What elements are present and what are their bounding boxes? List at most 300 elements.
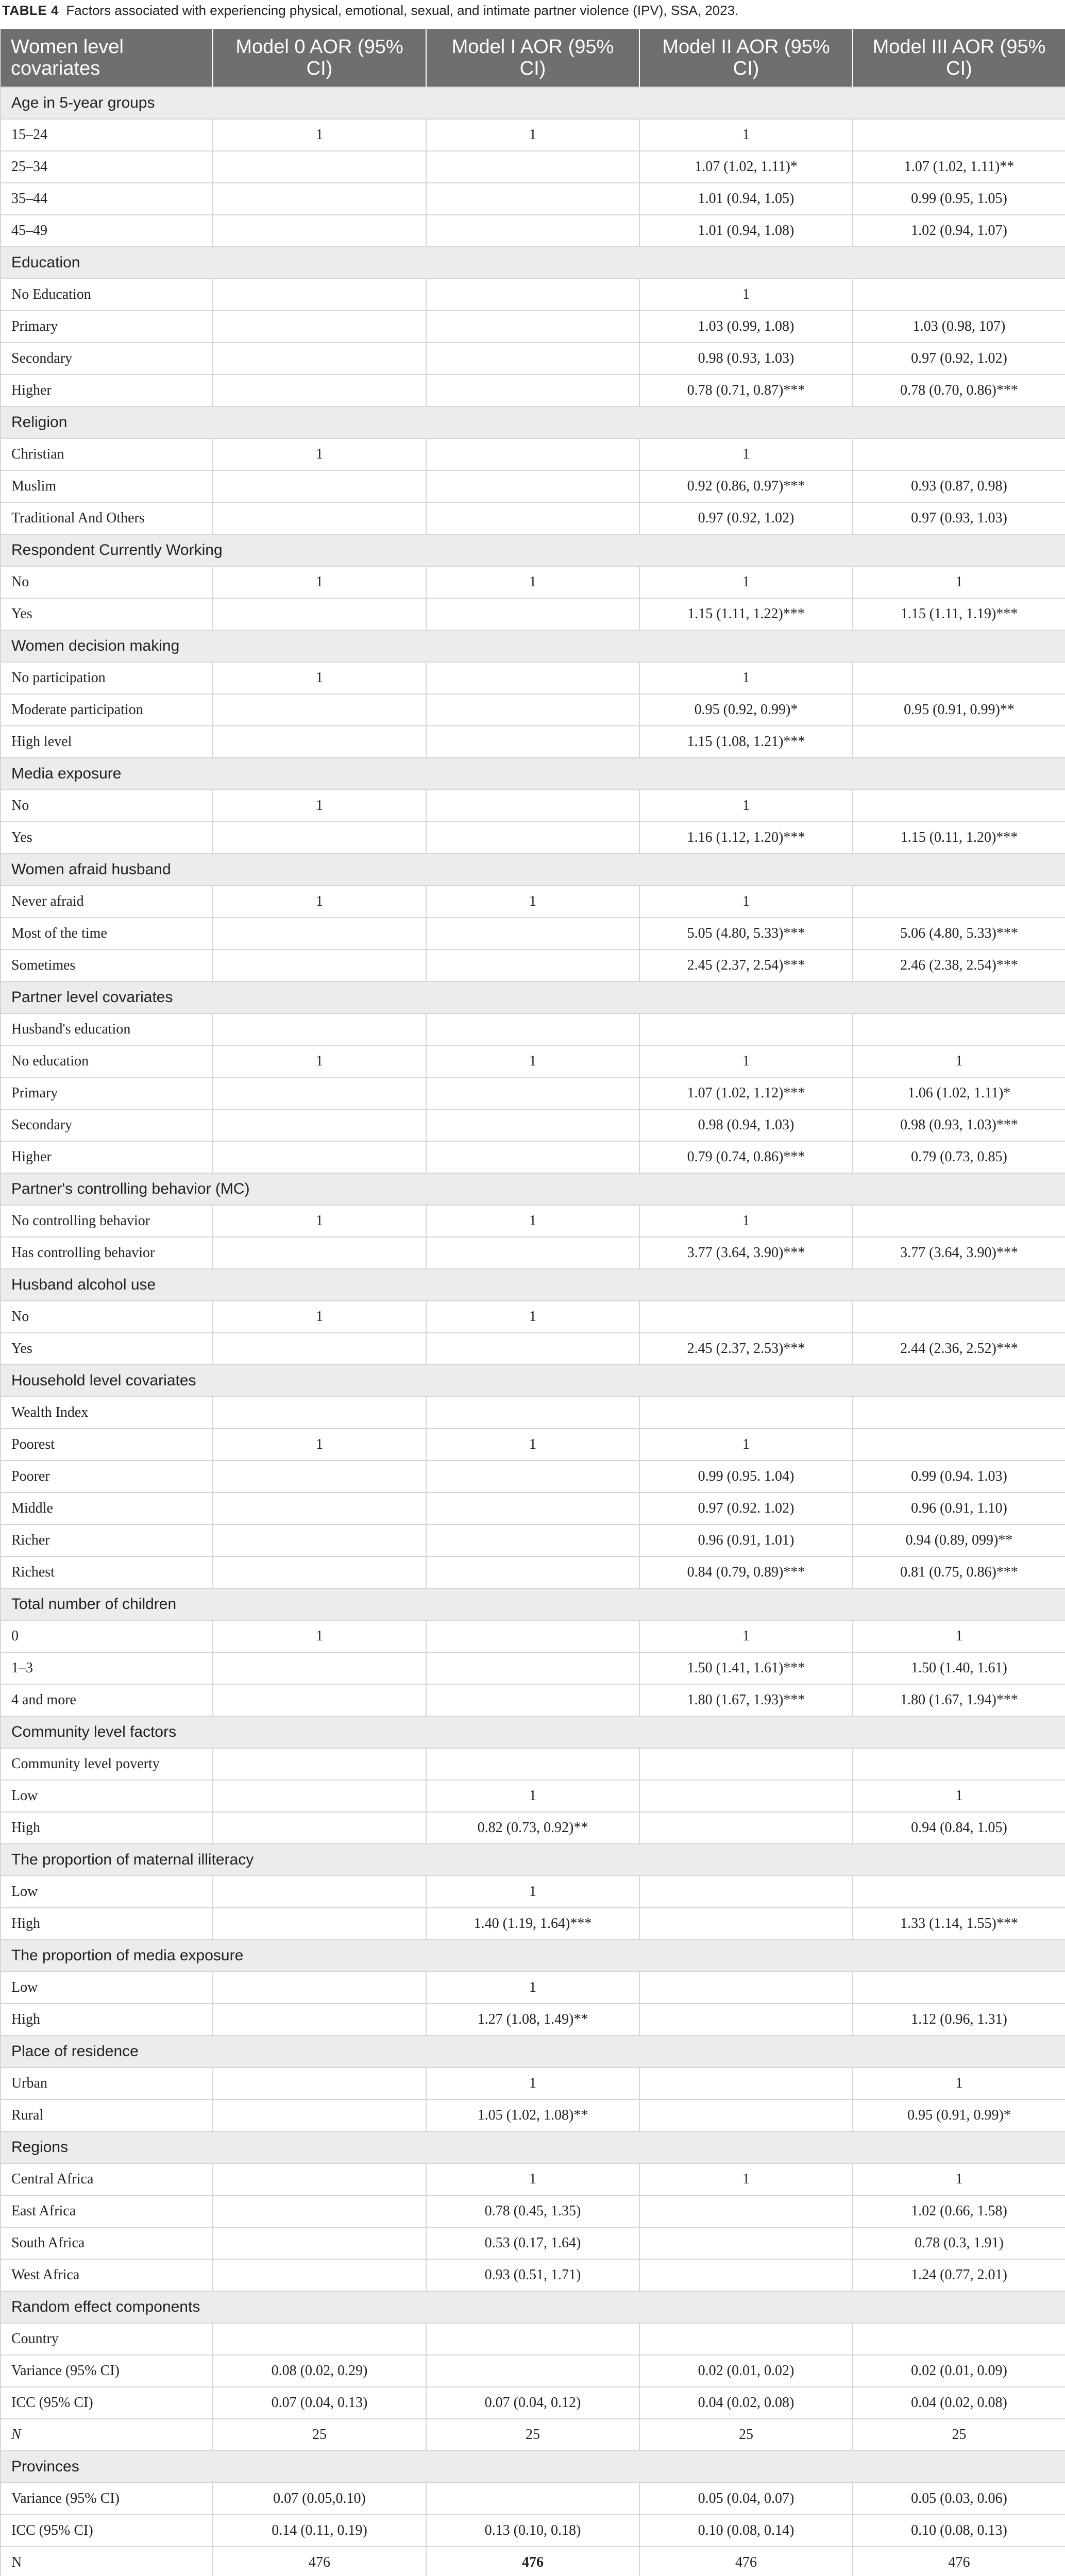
cell-model-3 (853, 662, 1065, 694)
table-row (1, 1972, 1065, 2004)
table-row (1, 1205, 1065, 1237)
row-label: Urban (1, 2067, 213, 2099)
cell-model-2: 1 (639, 886, 853, 918)
cell-model-1 (426, 2355, 639, 2387)
table-row (1, 183, 1065, 215)
cell-model-3 (853, 726, 1065, 758)
cell-model-1 (426, 918, 639, 950)
cell-model-3 (853, 1301, 1065, 1333)
cell-model-1 (426, 1333, 639, 1365)
row-label: Low (1, 1972, 213, 2004)
cell-model-2: 1 (639, 662, 853, 694)
table-row (1, 2515, 1065, 2547)
row-label: Central Africa (1, 2163, 213, 2195)
cell-model-1 (426, 726, 639, 758)
cell-model-2: 1.50 (1.41, 1.61)*** (639, 1652, 853, 1684)
cell-model-3 (853, 119, 1065, 151)
cell-model-2: 1 (639, 119, 853, 151)
cell-model-1 (426, 438, 639, 470)
cell-model-1: 476 (426, 2547, 639, 2576)
cell-model-2 (639, 1013, 853, 1045)
cell-model-0: 0.07 (0.04, 0.13) (213, 2387, 426, 2419)
table-row (1, 1429, 1065, 1461)
cell-model-1 (426, 950, 639, 981)
cell-model-2 (639, 2259, 853, 2291)
table-row (1, 950, 1065, 981)
section-header-row (1, 2036, 1065, 2067)
cell-model-3 (853, 1429, 1065, 1461)
cell-model-1: 0.78 (0.45, 1.35) (426, 2195, 639, 2227)
table-row (1, 438, 1065, 470)
cell-model-3: 0.99 (0.94. 1.03) (853, 1461, 1065, 1493)
cell-model-0 (213, 343, 426, 375)
table-row (1, 2163, 1065, 2195)
table-row (1, 1652, 1065, 1684)
cell-model-1 (426, 662, 639, 694)
cell-model-3 (853, 1876, 1065, 1908)
cell-model-2: 0.97 (0.92, 1.02) (639, 502, 853, 534)
table-row (1, 1109, 1065, 1141)
cell-model-3: 2.46 (2.38, 2.54)*** (853, 950, 1065, 981)
cell-model-1: 1 (426, 2163, 639, 2195)
cell-model-3: 3.77 (3.64, 3.90)*** (853, 1237, 1065, 1269)
cell-model-2: 0.97 (0.92. 1.02) (639, 1493, 853, 1524)
row-label: No (1, 566, 213, 598)
section-header-row (1, 1844, 1065, 1876)
cell-model-3: 1.03 (0.98, 107) (853, 311, 1065, 343)
cell-model-1 (426, 311, 639, 343)
cell-model-0 (213, 822, 426, 854)
cell-model-1: 1 (426, 1876, 639, 1908)
section-header-row (1, 1269, 1065, 1301)
cell-model-2: 0.98 (0.93, 1.03) (639, 343, 853, 375)
table-row (1, 2195, 1065, 2227)
section-header-row (1, 758, 1065, 790)
row-label: 1–3 (1, 1652, 213, 1684)
row-label: 25–34 (1, 151, 213, 183)
section-header-row (1, 1173, 1065, 1205)
table-row (1, 311, 1065, 343)
cell-model-0 (213, 2099, 426, 2131)
row-label: Country (1, 2323, 213, 2355)
cell-model-0 (213, 2323, 426, 2355)
table-row (1, 1908, 1065, 1940)
cell-model-2: 1.15 (1.08, 1.21)*** (639, 726, 853, 758)
cell-model-0 (213, 311, 426, 343)
table-row (1, 1045, 1065, 1077)
cell-model-0 (213, 726, 426, 758)
cell-model-1: 0.93 (0.51, 1.71) (426, 2259, 639, 2291)
row-label: Richer (1, 1524, 213, 1556)
cell-model-2: 1 (639, 1429, 853, 1461)
cell-model-2: 0.92 (0.86, 0.97)*** (639, 470, 853, 502)
row-label: Poorest (1, 1429, 213, 1461)
cell-model-1: 1 (426, 1205, 639, 1237)
subheader-row (1, 1397, 1065, 1429)
row-label: Sometimes (1, 950, 213, 981)
table-row (1, 1237, 1065, 1269)
cell-model-3: 0.94 (0.84, 1.05) (853, 1812, 1065, 1844)
cell-model-2: 1.15 (1.11, 1.22)*** (639, 598, 853, 630)
cell-model-1 (426, 1620, 639, 1652)
row-label: Higher (1, 1141, 213, 1173)
table-row (1, 2259, 1065, 2291)
cell-model-3: 5.06 (4.80, 5.33)*** (853, 918, 1065, 950)
table-row (1, 151, 1065, 183)
cell-model-0 (213, 183, 426, 215)
cell-model-2: 476 (639, 2547, 853, 2576)
row-label: No education (1, 1045, 213, 1077)
table-row (1, 215, 1065, 247)
cell-model-2: 25 (639, 2419, 853, 2451)
cell-model-0: 0.08 (0.02, 0.29) (213, 2355, 426, 2387)
cell-model-2 (639, 2004, 853, 2036)
table-row (1, 2547, 1065, 2576)
cell-model-0 (213, 694, 426, 726)
section-label: The proportion of maternal illiteracy (1, 1844, 1065, 1876)
cell-model-1 (426, 151, 639, 183)
section-header-row (1, 87, 1065, 119)
cell-model-1 (426, 598, 639, 630)
table-caption-label: TABLE 4 (2, 3, 59, 18)
row-label: Richest (1, 1556, 213, 1588)
table-row (1, 1077, 1065, 1109)
cell-model-2: 1.07 (1.02, 1.11)* (639, 151, 853, 183)
cell-model-2: 0.98 (0.94, 1.03) (639, 1109, 853, 1141)
cell-model-3: 1 (853, 2067, 1065, 2099)
table-row (1, 2067, 1065, 2099)
row-label: East Africa (1, 2195, 213, 2227)
section-header-row (1, 534, 1065, 566)
header-model-2: Model II AOR (95% CI) (639, 29, 853, 87)
cell-model-3 (853, 1972, 1065, 2004)
cell-model-1: 1.27 (1.08, 1.49)** (426, 2004, 639, 2036)
table-row (1, 918, 1065, 950)
cell-model-3: 0.93 (0.87, 0.98) (853, 470, 1065, 502)
cell-model-1: 0.07 (0.04, 0.12) (426, 2387, 639, 2419)
cell-model-0 (213, 918, 426, 950)
row-label: No participation (1, 662, 213, 694)
table-row (1, 694, 1065, 726)
row-label: Low (1, 1780, 213, 1812)
cell-model-1 (426, 279, 639, 311)
row-label: Variance (95% CI) (1, 2355, 213, 2387)
table-row (1, 1524, 1065, 1556)
cell-model-1: 0.53 (0.17, 1.64) (426, 2227, 639, 2259)
cell-model-0 (213, 1109, 426, 1141)
row-label: Low (1, 1876, 213, 1908)
section-label: Provinces (1, 2451, 1065, 2483)
cell-model-0 (213, 1237, 426, 1269)
cell-model-2: 1 (639, 790, 853, 822)
row-label: No controlling behavior (1, 1205, 213, 1237)
table-caption (0, 0, 1065, 21)
cell-model-0 (213, 375, 426, 406)
row-label: High level (1, 726, 213, 758)
cell-model-2: 0.79 (0.74, 0.86)*** (639, 1141, 853, 1173)
section-label: Partner's controlling behavior (MC) (1, 1173, 1065, 1205)
row-label: 45–49 (1, 215, 213, 247)
cell-model-2 (639, 2323, 853, 2355)
table-row (1, 662, 1065, 694)
cell-model-3: 0.97 (0.92, 1.02) (853, 343, 1065, 375)
row-label: Secondary (1, 1109, 213, 1141)
section-label: Regions (1, 2131, 1065, 2163)
table-row (1, 1556, 1065, 1588)
cell-model-3: 1.02 (0.94, 1.07) (853, 215, 1065, 247)
header-model-1: Model I AOR (95% CI) (426, 29, 639, 87)
cell-model-2: 1.01 (0.94, 1.05) (639, 183, 853, 215)
cell-model-0: 0.07 (0.05,0.10) (213, 2483, 426, 2515)
row-label: West Africa (1, 2259, 213, 2291)
cell-model-0: 1 (213, 566, 426, 598)
cell-model-3: 1 (853, 1780, 1065, 1812)
table-row (1, 375, 1065, 406)
section-label: Age in 5-year groups (1, 87, 1065, 119)
section-header-row (1, 854, 1065, 886)
header-covariates: Women level covariates (1, 29, 213, 87)
cell-model-1 (426, 1524, 639, 1556)
cell-model-3: 0.79 (0.73, 0.85) (853, 1141, 1065, 1173)
cell-model-1 (426, 1141, 639, 1173)
cell-model-2 (639, 1780, 853, 1812)
table-row (1, 502, 1065, 534)
table-header-row (1, 29, 1065, 87)
cell-model-0 (213, 1333, 426, 1365)
cell-model-0 (213, 1684, 426, 1716)
cell-model-2: 0.02 (0.01, 0.02) (639, 2355, 853, 2387)
cell-model-2: 1.16 (1.12, 1.20)*** (639, 822, 853, 854)
row-label: Never afraid (1, 886, 213, 918)
table-row (1, 1876, 1065, 1908)
row-label: No (1, 1301, 213, 1333)
table-body (1, 87, 1065, 2576)
cell-model-1: 1 (426, 119, 639, 151)
cell-model-0: 1 (213, 1205, 426, 1237)
cell-model-1: 1.05 (1.02, 1.08)** (426, 2099, 639, 2131)
row-label: Rural (1, 2099, 213, 2131)
cell-model-3: 0.97 (0.93, 1.03) (853, 502, 1065, 534)
cell-model-1 (426, 1748, 639, 1780)
cell-model-3 (853, 1748, 1065, 1780)
table-row (1, 822, 1065, 854)
cell-model-0 (213, 470, 426, 502)
cell-model-2: 1 (639, 1620, 853, 1652)
cell-model-0: 1 (213, 438, 426, 470)
section-header-row (1, 1365, 1065, 1397)
row-label: ICC (95% CI) (1, 2515, 213, 2547)
cell-model-2: 1.80 (1.67, 1.93)*** (639, 1684, 853, 1716)
row-label: Middle (1, 1493, 213, 1524)
cell-model-1 (426, 1461, 639, 1493)
cell-model-0 (213, 1556, 426, 1588)
cell-model-0 (213, 1908, 426, 1940)
cell-model-3: 1 (853, 2163, 1065, 2195)
cell-model-3: 1.15 (0.11, 1.20)*** (853, 822, 1065, 854)
cell-model-3: 476 (853, 2547, 1065, 2576)
cell-model-0 (213, 151, 426, 183)
row-label: 4 and more (1, 1684, 213, 1716)
cell-model-2: 1 (639, 1205, 853, 1237)
cell-model-3: 25 (853, 2419, 1065, 2451)
cell-model-0 (213, 1397, 426, 1429)
cell-model-2: 0.10 (0.08, 0.14) (639, 2515, 853, 2547)
cell-model-3 (853, 886, 1065, 918)
row-label: High (1, 2004, 213, 2036)
row-label: N (1, 2419, 213, 2451)
section-header-row (1, 1716, 1065, 1748)
cell-model-2: 1 (639, 438, 853, 470)
section-label: Religion (1, 406, 1065, 438)
cell-model-1 (426, 2323, 639, 2355)
row-label: Muslim (1, 470, 213, 502)
section-label: Husband alcohol use (1, 1269, 1065, 1301)
cell-model-1: 1 (426, 566, 639, 598)
cell-model-2: 0.05 (0.04, 0.07) (639, 2483, 853, 2515)
cell-model-1 (426, 790, 639, 822)
cell-model-1: 1 (426, 1780, 639, 1812)
cell-model-1: 1 (426, 1972, 639, 2004)
cell-model-0 (213, 1876, 426, 1908)
cell-model-1 (426, 183, 639, 215)
cell-model-0: 0.14 (0.11, 0.19) (213, 2515, 426, 2547)
cell-model-2 (639, 1301, 853, 1333)
section-header-row (1, 630, 1065, 662)
cell-model-2: 0.99 (0.95. 1.04) (639, 1461, 853, 1493)
cell-model-1 (426, 1237, 639, 1269)
cell-model-2 (639, 1876, 853, 1908)
cell-model-3: 1.07 (1.02, 1.11)** (853, 151, 1065, 183)
cell-model-0: 1 (213, 790, 426, 822)
header-model-0: Model 0 AOR (95% CI) (213, 29, 426, 87)
row-label: Higher (1, 375, 213, 406)
row-label: Primary (1, 311, 213, 343)
cell-model-3: 0.02 (0.01, 0.09) (853, 2355, 1065, 2387)
cell-model-3: 1 (853, 1620, 1065, 1652)
cell-model-2: 0.04 (0.02, 0.08) (639, 2387, 853, 2419)
cell-model-0 (213, 1972, 426, 2004)
section-label: Community level factors (1, 1716, 1065, 1748)
cell-model-1 (426, 822, 639, 854)
row-label: Moderate participation (1, 694, 213, 726)
cell-model-1 (426, 1397, 639, 1429)
header-model-3: Model III AOR (95% CI) (853, 29, 1065, 87)
cell-model-3: 0.95 (0.91, 0.99)* (853, 2099, 1065, 2131)
row-label: ICC (95% CI) (1, 2387, 213, 2419)
section-label: Place of residence (1, 2036, 1065, 2067)
cell-model-0: 476 (213, 2547, 426, 2576)
row-label: South Africa (1, 2227, 213, 2259)
cell-model-3: 0.05 (0.03, 0.06) (853, 2483, 1065, 2515)
cell-model-0 (213, 1652, 426, 1684)
cell-model-2: 1 (639, 1045, 853, 1077)
cell-model-2 (639, 1812, 853, 1844)
subheader-row (1, 2323, 1065, 2355)
cell-model-0 (213, 1812, 426, 1844)
table-row (1, 1780, 1065, 1812)
cell-model-0: 1 (213, 662, 426, 694)
cell-model-3: 0.96 (0.91, 1.10) (853, 1493, 1065, 1524)
cell-model-3: 2.44 (2.36, 2.52)*** (853, 1333, 1065, 1365)
cell-model-3: 0.94 (0.89, 099)** (853, 1524, 1065, 1556)
cell-model-0 (213, 1524, 426, 1556)
cell-model-2 (639, 1748, 853, 1780)
cell-model-3: 0.78 (0.70, 0.86)*** (853, 375, 1065, 406)
row-label: No Education (1, 279, 213, 311)
cell-model-2: 1 (639, 566, 853, 598)
cell-model-2 (639, 1972, 853, 2004)
table-row (1, 1620, 1065, 1652)
table-row (1, 2227, 1065, 2259)
cell-model-1 (426, 375, 639, 406)
cell-model-1 (426, 470, 639, 502)
cell-model-2: 1.01 (0.94, 1.08) (639, 215, 853, 247)
row-label: Husband's education (1, 1013, 213, 1045)
cell-model-3 (853, 1013, 1065, 1045)
cell-model-1 (426, 1652, 639, 1684)
cell-model-1: 1 (426, 1301, 639, 1333)
cell-model-0 (213, 215, 426, 247)
cell-model-2: 0.78 (0.71, 0.87)*** (639, 375, 853, 406)
cell-model-3 (853, 790, 1065, 822)
section-label: Media exposure (1, 758, 1065, 790)
cell-model-2: 5.05 (4.80, 5.33)*** (639, 918, 853, 950)
row-label: No (1, 790, 213, 822)
cell-model-2 (639, 1397, 853, 1429)
table-row (1, 119, 1065, 151)
cell-model-1: 25 (426, 2419, 639, 2451)
table-row (1, 2419, 1065, 2451)
cell-model-0 (213, 2163, 426, 2195)
cell-model-0 (213, 279, 426, 311)
cell-model-3: 1.15 (1.11, 1.19)*** (853, 598, 1065, 630)
row-label: 35–44 (1, 183, 213, 215)
section-header-row (1, 247, 1065, 279)
cell-model-3: 0.98 (0.93, 1.03)*** (853, 1109, 1065, 1141)
table-row (1, 2483, 1065, 2515)
row-label: Yes (1, 822, 213, 854)
cell-model-2: 1.07 (1.02, 1.12)*** (639, 1077, 853, 1109)
cell-model-3: 1.02 (0.66, 1.58) (853, 2195, 1065, 2227)
section-header-row (1, 1588, 1065, 1620)
cell-model-2: 1.03 (0.99, 1.08) (639, 311, 853, 343)
table-row (1, 1461, 1065, 1493)
table-row (1, 470, 1065, 502)
cell-model-0: 1 (213, 1620, 426, 1652)
row-label: Variance (95% CI) (1, 2483, 213, 2515)
cell-model-2: 0.84 (0.79, 0.89)*** (639, 1556, 853, 1588)
section-label: The proportion of media exposure (1, 1940, 1065, 1972)
section-label: Education (1, 247, 1065, 279)
subheader-row (1, 1013, 1065, 1045)
cell-model-0 (213, 2195, 426, 2227)
table-row (1, 2004, 1065, 2036)
cell-model-1: 1 (426, 886, 639, 918)
section-label: Household level covariates (1, 1365, 1065, 1397)
cell-model-1 (426, 1109, 639, 1141)
cell-model-0: 25 (213, 2419, 426, 2451)
cell-model-0 (213, 1461, 426, 1493)
table-row (1, 1684, 1065, 1716)
cell-model-2: 2.45 (2.37, 2.54)*** (639, 950, 853, 981)
section-label: Respondent Currently Working (1, 534, 1065, 566)
row-label: Primary (1, 1077, 213, 1109)
cell-model-1 (426, 694, 639, 726)
table-row (1, 2099, 1065, 2131)
cell-model-1 (426, 215, 639, 247)
cell-model-0 (213, 1077, 426, 1109)
section-header-row (1, 2291, 1065, 2323)
